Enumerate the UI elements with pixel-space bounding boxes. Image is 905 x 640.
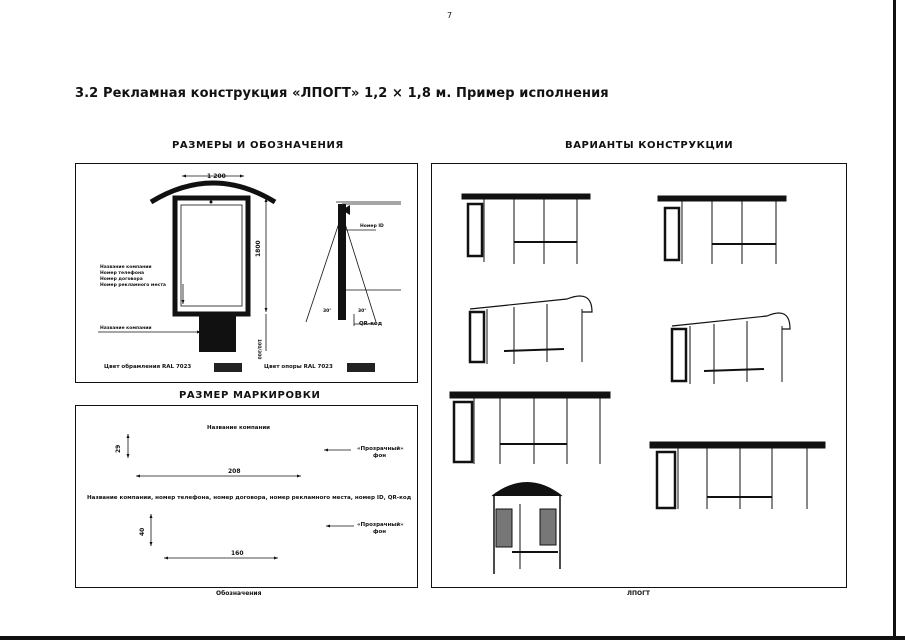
marking-height-2: 40 xyxy=(139,527,146,536)
marking-width-1: 208 xyxy=(228,468,241,475)
transparent-2a: «Прозрачный» xyxy=(357,522,404,528)
marking-title: РАЗМЕР МАРКИРОВКИ xyxy=(179,390,321,401)
label-contract: Номер договора xyxy=(100,277,143,282)
marking-panel xyxy=(75,405,418,588)
page-edge-right xyxy=(893,0,896,640)
variants-caption: ЛПОГТ xyxy=(627,590,651,597)
angle-right: 30° xyxy=(358,309,367,314)
label-id: Номер ID xyxy=(360,224,384,229)
variants-title: ВАРИАНТЫ КОНСТРУКЦИИ xyxy=(565,140,734,151)
support-color-label: Цвет опоры RAL 7023 xyxy=(264,364,333,370)
marking-width-2: 160 xyxy=(231,550,244,557)
page-number: 7 xyxy=(447,11,453,20)
label-phone: Номер телефона xyxy=(100,271,145,276)
marking-caption: Обозначения xyxy=(216,590,262,597)
label-qr: QR-код xyxy=(359,321,383,327)
width-label: 1 200 xyxy=(207,173,226,180)
frame-color-label: Цвет обрамления RAL 7023 xyxy=(104,364,192,370)
dimensions-panel xyxy=(75,163,418,383)
transparent-1b: фон xyxy=(373,453,387,459)
shelter-variants xyxy=(432,164,848,589)
page-edge-bottom xyxy=(0,636,905,640)
label-company-bottom: Название компании xyxy=(100,326,152,331)
marking-full-line: Название компании, номер телефона, номер договора, номер рекламного места, номер ID, QR-код xyxy=(87,495,412,501)
label-ad-place: Номер рекламного места xyxy=(100,283,166,288)
transparent-2b: фон xyxy=(373,529,387,535)
marking-company-name: Название компании xyxy=(207,425,271,431)
variants-panel xyxy=(431,163,847,588)
label-company: Название компании xyxy=(100,265,152,270)
height-label: 1800 xyxy=(255,240,262,257)
page-heading: 3.2 Рекламная конструкция «ЛПОГТ» 1,2 × 1,8 м. Пример исполнения xyxy=(75,86,609,101)
dimensions-title: РАЗМЕРЫ И ОБОЗНАЧЕНИЯ xyxy=(172,140,344,151)
angle-left: 30° xyxy=(323,309,332,314)
marking-height-1: 29 xyxy=(115,444,122,453)
base-label: 100/300 xyxy=(256,339,261,360)
transparent-1a: «Прозрачный» xyxy=(357,446,404,452)
